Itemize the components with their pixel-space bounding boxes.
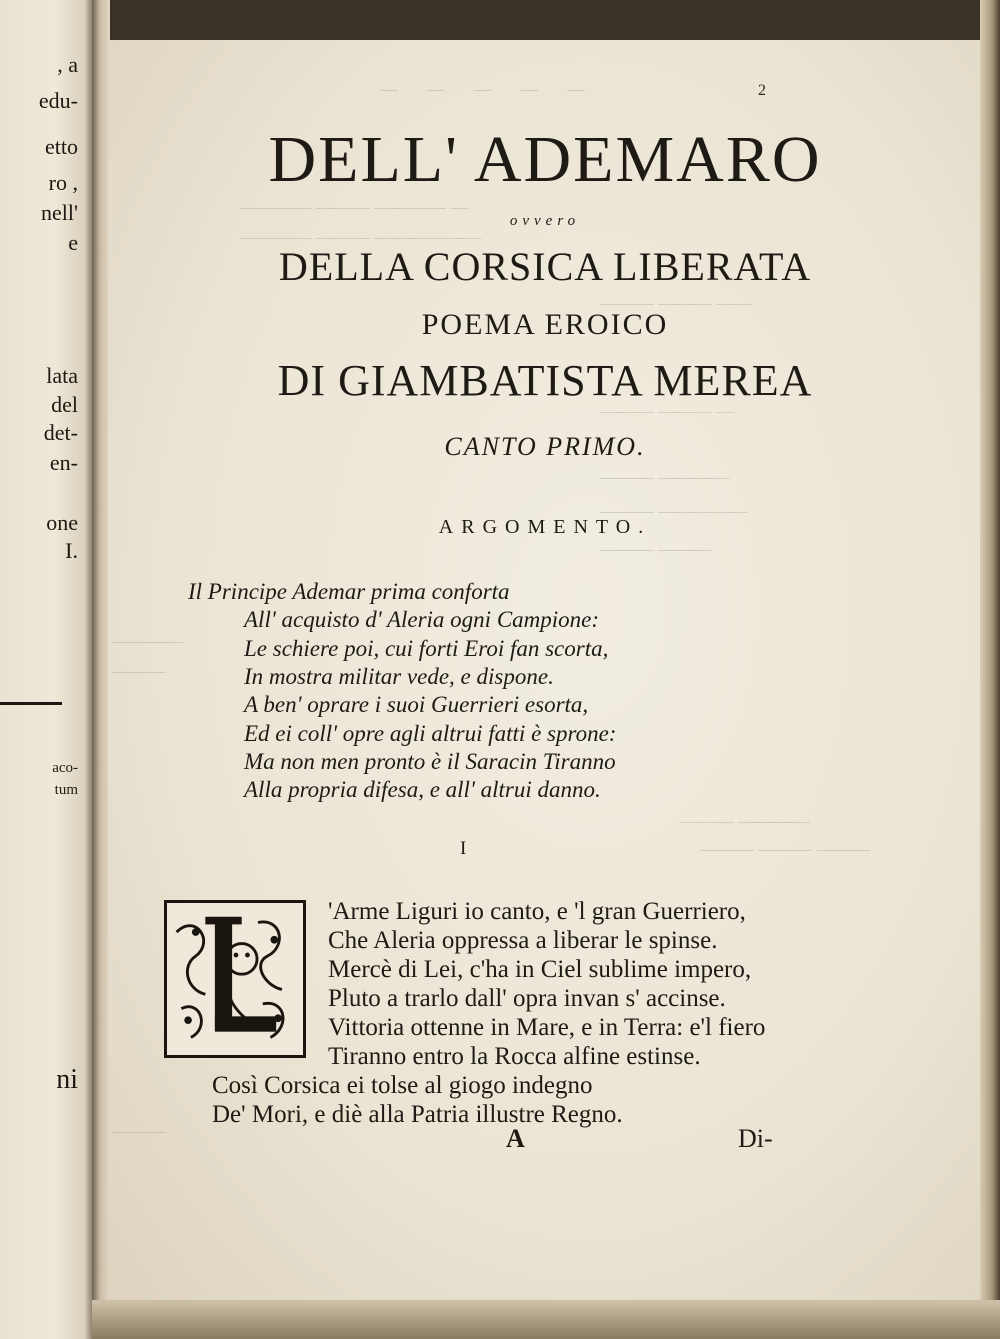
argomento-line: All' acquisto d' Aleria ogni Campione: [244,607,600,632]
argomento-line: Ma non men pronto è il Saracin Tiranno [244,749,616,774]
book-title: DELL' ADEMARO [268,123,822,196]
stanza-line: Così Corsica ei tolse al giogo indegno [212,1072,593,1099]
page-edge-bottom [92,1300,1000,1339]
stanza-line: Pluto a trarlo dall' opra invan s' accinse. [328,985,726,1012]
argomento-line: Alla propria difesa, e all' altrui danno. [244,777,601,802]
catchword: Di- [738,1124,773,1153]
author-line: DI GIAMBATISTA MEREA [277,356,813,405]
left-text-fragment: etto [45,134,78,159]
argomento-line: A ben' oprare i suoi Guerrieri esorta, [244,692,589,717]
left-text-fragment: one [46,510,78,535]
left-text-fragment: ro , [48,170,78,195]
page-edge-right [980,0,1000,1339]
left-text-fragment: I. [65,538,78,563]
left-text-fragment: aco- [52,760,78,776]
left-text-fragment: , a [57,52,78,77]
left-text-fragment: edu- [38,88,78,113]
left-text-fragment: nell' [41,200,78,225]
stanza-line: Tiranno entro la Rocca alfine estinse. [328,1043,701,1070]
left-text-fragment: lata [46,363,78,388]
argomento-line: Ed ei coll' opre agli altrui fatti è sprone: [244,721,617,746]
left-text-fragment: tum [54,782,78,798]
stanza-line: Che Aleria oppressa a liberar le spinse. [328,927,718,954]
left-divider-rule [0,702,62,705]
decorated-initial-icon [164,900,306,1058]
argomento-line: Le schiere poi, cui forti Eroi fan scorta, [244,636,609,661]
left-facing-page [0,0,92,1339]
left-text-fragment: ni [56,1064,78,1095]
stanza-line: De' Mori, e diè alla Patria illustre Regno. [212,1101,623,1128]
stanza-line: Mercè di Lei, c'ha in Ciel sublime impero, [328,956,752,983]
gathering-signature: A [506,1124,525,1153]
canto-heading: CANTO PRIMO. [444,432,646,461]
stanza-number: I [460,838,467,859]
book-subtitle: DELLA CORSICA LIBERATA [278,244,812,289]
argomento-line: In mostra militar vede, e dispone. [244,664,554,689]
title-connector: ovvero [509,213,581,229]
left-text-fragment: del [51,392,78,417]
ornament-drawing [167,903,303,1055]
stanza-line: Vittoria ottenne in Mare, e in Terra: e'l fiero [328,1014,766,1041]
left-text-fragment: det- [43,420,78,445]
stanza-line: 'Arme Liguri io canto, e 'l gran Guerriero, [328,898,746,925]
left-text-fragment: en- [49,450,78,475]
argomento-line: Il Principe Ademar prima conforta [188,579,510,604]
left-text-fragment: e [68,230,78,255]
argomento-heading: ARGOMENTO. [438,516,652,538]
genre-line: POEMA EROICO [421,308,669,341]
signature-mark: 2 [758,82,766,99]
